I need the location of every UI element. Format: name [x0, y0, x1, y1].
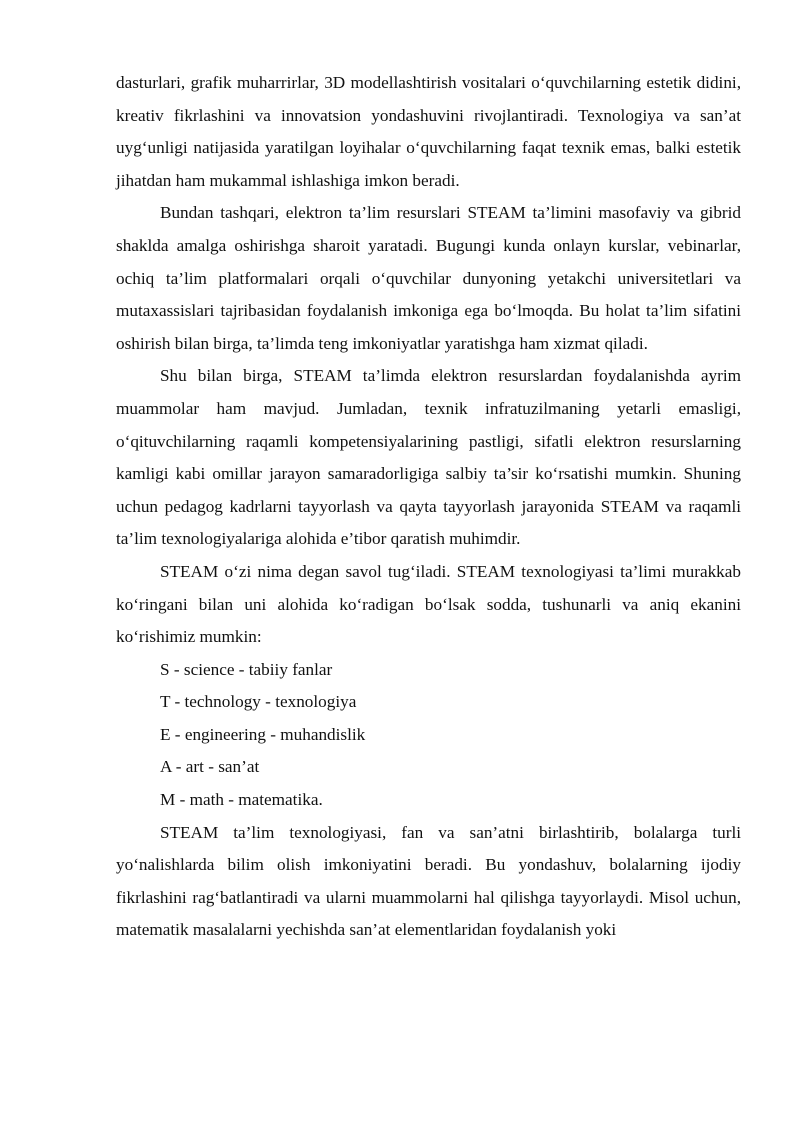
list-item-science: S - science - tabiiy fanlar — [160, 659, 333, 679]
document-page — [116, 67, 741, 947]
list-item-art: A - art - san’at — [160, 757, 260, 777]
paragraph-5: STEAM ta’lim texnologiyasi, fan va san’atni birlashtirib, bolalarga turli yo‘nalishlarda bilim olish imkoniyatini beradi. Bu yondashuv, bolalarning ijodiy fikrlashini rag‘batlantiradi va ularni muammolarni hal qilishga tayyorlaydi. Misol uchun, matematik masalalarni yechishda san’at elementlaridan foydalanish yoki — [116, 822, 741, 940]
paragraph-4: STEAM o‘zi nima degan savol tug‘iladi. STEAM texnologiyasi ta’limi murakkab ko‘ringani bilan uni alohida ko‘radigan bo‘lsak sodda, tushunarli va aniq ekanini ko‘rishimiz mumkin: — [116, 561, 741, 647]
paragraph-2: Bundan tashqari, elektron ta’lim resurslari STEAM ta’limini masofaviy va gibrid shaklda amalga oshirishga sharoit yaratadi. Bugungi kunda onlayn kurslar, vebinarlar, ochiq ta’lim platformalari orqali o‘quvchilar dunyoning yetakchi universitetlari va mutaxassislari tajribasidan foydalanish imkoniga ega bo‘lmoqda. Bu holat ta’lim sifatini oshirish bilan birga, ta’limda teng imkoniyatlar yaratishga ham xizmat qiladi. — [116, 203, 741, 353]
steam-list — [116, 654, 741, 817]
list-item-technology: T - technology - texnologiya — [160, 692, 357, 712]
paragraph-1: dasturlari, grafik muharrirlar, 3D modellashtirish vositalari o‘quvchilarning estetik didini, kreativ fikrlashini va innovatsion yondashuvini rivojlantiradi. Texnologiya va san’at uyg‘unligi natijasida yaratilgan loyihalar o‘quvchilarning faqat texnik emas, balki estetik jihatdan ham mukammal ishlashiga imkon beradi. — [116, 73, 741, 190]
list-item-engineering: E - engineering - muhandislik — [160, 724, 366, 744]
list-item-math: M - math - matematika. — [160, 790, 323, 810]
paragraph-3: Shu bilan birga, STEAM ta’limda elektron resurslardan foydalanishda ayrim muammolar ham mavjud. Jumladan, texnik infratuzilmaning yetarli emasligi, o‘qituvchilarning raqamli kompetensiyalarining pastligi, sifatli elektron resurslarning kamligi kabi omillar jarayon samaradorligiga salbiy ta’sir ko‘rsatishi mumkin. Shuning uchun pedagog kadrlarni tayyorlash va qayta tayyorlash jarayonida STEAM va raqamli ta’lim texnologiyalariga alohida e’tibor qaratish muhimdir. — [116, 366, 741, 549]
